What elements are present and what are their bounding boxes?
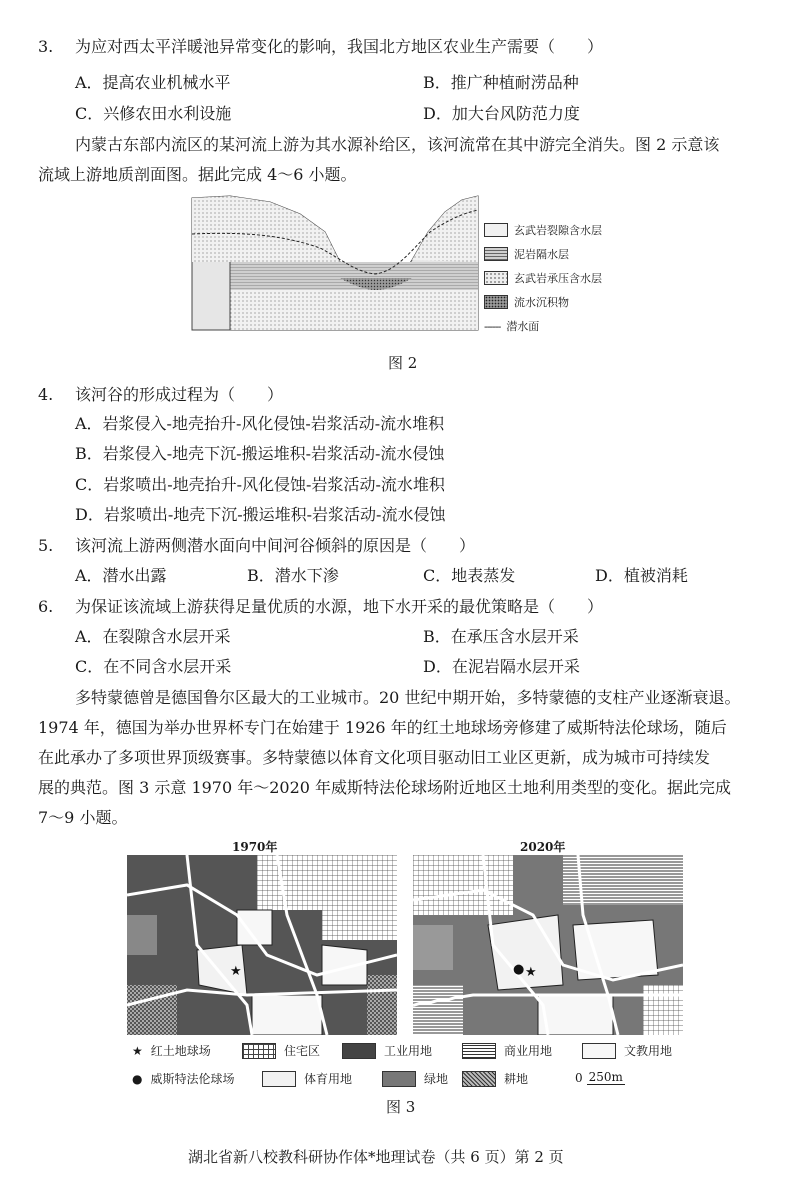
legend-commercial [462,1042,552,1059]
q6-option-d[interactable]: D．在泥岩隔水层开采 [423,657,580,676]
q3-option-b[interactable]: B．推广种植耐涝品种 [423,73,579,92]
legend-sports [262,1070,352,1087]
q3-number: 3. [38,37,54,56]
intro1-line1: 内蒙古东部内流区的某河流上游为其水源补给区，该河流常在其中游完全消失。图 2 示意该 [75,135,720,154]
grey-swatch-icon [382,1071,416,1087]
fig2-legend-label: 玄武岩裂隙含水层 [514,224,602,237]
legend-westfalen [132,1070,235,1087]
legend-label: 红土地球场 [150,1044,211,1058]
q5-option-a[interactable]: A．潜水出露 [75,566,167,585]
fig2-caption: 图 2 [388,354,418,372]
q6-option-a[interactable]: A．在裂隙含水层开采 [75,627,231,646]
fig2-legend-label: 玄武岩承压含水层 [514,272,602,285]
q4-option-b[interactable]: B．岩浆侵入-地壳下沉-搬运堆积-岩浆活动-流水侵蚀 [75,444,445,463]
map-1970 [127,855,397,1035]
fig2-legend-water-table [484,318,539,334]
q6-option-c[interactable]: C．在不同含水层开采 [75,657,232,676]
q6-option-b[interactable]: B．在承压含水层开采 [423,627,579,646]
light-swatch-icon [582,1043,616,1059]
q5-stem: 该河流上游两侧潜水面向中间河谷倾斜的原因是（ ） [75,536,476,555]
intro2-line4: 展的典范。图 3 示意 1970 年～2020 年威斯特法伦球场附近地区土地利用类型的变化。据此完成 [38,778,732,797]
q3-stem: 为应对西太平洋暖池异常变化的影响，我国北方地区农业生产需要（ ） [75,37,604,56]
dark-swatch-icon [342,1043,376,1059]
intro2-line3: 在此承办了多项世界顶级赛事。多特蒙德以体育文化项目驱动旧工业区更新，成为城市可持续发 [38,748,711,767]
lines-swatch-icon [462,1043,496,1059]
q4-number: 4. [38,385,54,404]
q5-number: 5. [38,536,54,555]
legend-label: 体育用地 [304,1072,353,1086]
legend-label: 住宅区 [284,1044,321,1058]
intro2-line5: 7～9 小题。 [38,808,128,827]
legend-label: 商业用地 [504,1044,553,1058]
q3-option-d[interactable]: D．加大台风防范力度 [423,104,580,123]
scale-bar [575,1070,625,1085]
intro1-line2: 流域上游地质剖面图。据此完成 4～6 小题。 [38,165,357,184]
map-2020 [413,855,683,1035]
fig2-legend-mudstone [484,246,569,262]
white-swatch-icon [262,1071,296,1087]
dot-icon: ● [132,1071,143,1086]
cross-swatch-icon [462,1071,496,1087]
red-stadium-marker: ★ [230,964,242,979]
red-stadium-marker-2020: ★ [525,965,537,980]
fig2-legend-label: 泥岩隔水层 [514,248,569,261]
dot-swatch-icon [484,271,508,285]
fig2-legend-label: 流水沉积物 [514,296,569,309]
star-icon: ★ [132,1043,143,1058]
westfalen-stadium-marker: ● [513,962,525,977]
fig2-legend-sediment [484,294,569,310]
legend-label: 威斯特法伦球场 [150,1072,235,1086]
stipple-swatch-icon [484,223,508,237]
legend-red-stadium [132,1042,211,1059]
legend-green [382,1070,448,1087]
fig2-geological-section [190,192,480,332]
fig3-caption: 图 3 [386,1098,416,1116]
legend-residential [242,1042,320,1059]
q5-option-d[interactable]: D．植被消耗 [595,566,688,585]
intro2-line2: 1974 年，德国为举办世界杯专门在始建于 1926 年的红土地球场旁修建了威斯特法伦球场，随后 [38,718,727,737]
q4-option-c[interactable]: C．岩浆喷出-地壳抬升-风化侵蚀-岩浆活动-流水堆积 [75,475,445,494]
hatch-swatch-icon [484,247,508,261]
page-footer: 湖北省新八校教科研协作体*地理试卷（共 6 页）第 2 页 [188,1148,564,1166]
legend-label: 文教用地 [624,1044,673,1058]
scale-label: 250m [588,1070,623,1084]
q6-stem: 为保证该流域上游获得足量优质的水源，地下水开采的最优策略是（ ） [75,597,604,616]
grid-swatch-icon [242,1043,276,1059]
dashed-line-icon: ------ [484,319,501,333]
q3-option-a[interactable]: A．提高农业机械水平 [75,73,231,92]
legend-label: 绿地 [424,1072,449,1086]
q5-option-b[interactable]: B．潜水下渗 [247,566,339,585]
legend-farmland [462,1070,528,1087]
dense-swatch-icon [484,295,508,309]
intro2-line1: 多特蒙德曾是德国鲁尔区最大的工业城市。20 世纪中期开始，多特蒙德的支柱产业逐渐衰退。 [75,688,741,707]
q5-option-c[interactable]: C．地表蒸发 [423,566,516,585]
scale-zero: 0 [575,1070,583,1085]
legend-label: 耕地 [504,1072,529,1086]
q3-option-c[interactable]: C．兴修农田水利设施 [75,104,232,123]
fig2-legend-basalt-fissure [484,222,602,238]
legend-industrial [342,1042,432,1059]
q4-stem: 该河谷的形成过程为（ ） [75,385,284,404]
q4-option-a[interactable]: A．岩浆侵入-地壳抬升-风化侵蚀-岩浆活动-流水堆积 [75,414,445,433]
fig2-legend-label: 潜水面 [506,320,540,333]
q6-number: 6. [38,597,54,616]
q4-option-d[interactable]: D．岩浆喷出-地壳下沉-搬运堆积-岩浆活动-流水侵蚀 [75,505,446,524]
legend-culture [582,1042,672,1059]
map2020-title: 2020年 [520,840,566,854]
fig2-legend-basalt-confined [484,270,602,286]
legend-label: 工业用地 [384,1044,433,1058]
map1970-title: 1970年 [232,840,278,854]
